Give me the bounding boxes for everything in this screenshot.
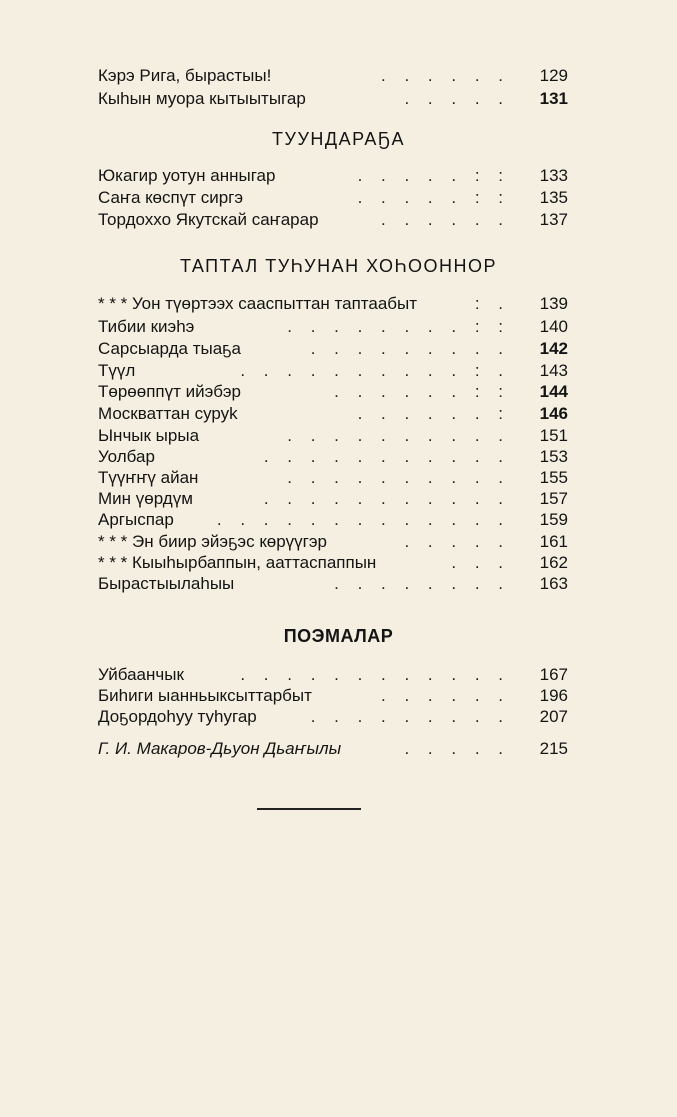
toc-entry bbox=[98, 467, 568, 489]
section-heading: ТАПТАЛ ТУҺУНАН ХОҺООННОР bbox=[179, 256, 498, 276]
leader-dots: . . . . . . . . . . . bbox=[263, 447, 510, 466]
leader-dots: . . . . . . . . bbox=[334, 574, 510, 593]
leader-dots: . . . . . . . . . . bbox=[287, 468, 510, 487]
toc-entry-page: 131 bbox=[539, 89, 568, 108]
toc-entry-title: Кыһын муора кытыытыгар bbox=[98, 89, 306, 108]
toc-entry-title: Түүҥҥү айан bbox=[98, 468, 199, 487]
toc-entry-page: 142 bbox=[539, 339, 568, 358]
toc-entry-page: 129 bbox=[539, 66, 568, 85]
toc-entry-page: 163 bbox=[539, 574, 568, 593]
toc-entry-title: Аргыспар bbox=[98, 510, 174, 529]
toc-entry-page: 133 bbox=[539, 166, 568, 185]
toc-entry-page: 140 bbox=[539, 317, 568, 336]
toc-entry bbox=[98, 488, 568, 510]
toc-entry bbox=[98, 685, 568, 707]
leader-dots: . . . . . . . . . . : . bbox=[240, 361, 510, 380]
toc-entry-page: 135 bbox=[539, 188, 568, 207]
toc-entry-title: Кэрэ Рига, бырастыы! bbox=[98, 66, 272, 85]
toc-entry bbox=[98, 664, 568, 686]
toc-entry-page: 146 bbox=[539, 404, 568, 423]
toc-entry-title: Москваттан суруk bbox=[98, 404, 238, 423]
leader-dots: . . . . . : : bbox=[357, 166, 510, 185]
toc-entry bbox=[98, 509, 568, 531]
toc-entry-page: 159 bbox=[539, 510, 568, 529]
toc-entry-title: Доҕордоһуу туһугар bbox=[98, 707, 257, 726]
toc-entry bbox=[98, 360, 568, 382]
toc-entry-page: 162 bbox=[539, 553, 568, 572]
toc-entry-page: 155 bbox=[539, 468, 568, 487]
toc-entry-page: 167 bbox=[539, 665, 568, 684]
toc-entry-title: * * * Кыыһырбаппын, ааттаспаппын bbox=[98, 553, 377, 572]
toc-entry bbox=[98, 88, 568, 110]
toc-entry bbox=[98, 425, 568, 447]
toc-entry-title: Тибии киэһэ bbox=[98, 317, 195, 336]
leader-dots: . . . . . . bbox=[381, 210, 510, 229]
toc-entry bbox=[98, 738, 568, 760]
toc-entry-title: Саҥа көспүт сиргэ bbox=[98, 188, 244, 207]
toc-entry bbox=[98, 552, 568, 574]
leader-dots: . . . . . . : : bbox=[334, 382, 510, 401]
toc-entry bbox=[98, 573, 568, 595]
toc-entry bbox=[98, 381, 568, 403]
toc-entry-title: Биһиги ыанньыксыттарбыт bbox=[98, 686, 312, 705]
toc-entry-title: * * * Эн биир эйэҕэс көрүүгэр bbox=[98, 532, 328, 551]
leader-dots: . . . . . . . . . . . . bbox=[240, 665, 510, 684]
leader-dots: : . bbox=[474, 294, 510, 313]
leader-dots: . . . . . . . . . . . . . bbox=[216, 510, 510, 529]
toc-entry-title: Мин үөрдүм bbox=[98, 489, 193, 508]
toc-entry-page: 151 bbox=[539, 426, 568, 445]
toc-entry-page: 161 bbox=[539, 532, 568, 551]
end-rule bbox=[257, 808, 361, 810]
leader-dots: . . . . . bbox=[404, 739, 510, 758]
toc-entry bbox=[98, 338, 568, 360]
leader-dots: . . . . . bbox=[404, 89, 510, 108]
toc-entry-page: 215 bbox=[539, 739, 568, 758]
toc-entry-title: Уйбаанчык bbox=[98, 665, 184, 684]
toc-entry bbox=[98, 403, 568, 425]
toc-entry bbox=[98, 531, 568, 553]
leader-dots: . . . . . . . . : : bbox=[287, 317, 510, 336]
toc-entry-page: 143 bbox=[539, 361, 568, 380]
toc-entry-title: Уолбар bbox=[98, 447, 155, 466]
leader-dots: . . . . . : : bbox=[357, 188, 510, 207]
toc-entry-title: Төрөөппүт ийэбэр bbox=[98, 382, 241, 401]
leader-dots: . . . . . . . . . . . bbox=[263, 489, 510, 508]
toc-entry-page: 196 bbox=[539, 686, 568, 705]
toc-entry-page: 153 bbox=[539, 447, 568, 466]
toc-entry-title: * * * Уон түөртээх сааспыттан таптаабыт bbox=[98, 294, 418, 313]
toc-entry-page: 144 bbox=[539, 382, 568, 401]
leader-dots: . . . bbox=[451, 553, 510, 572]
toc-entry-title: Г. И. Макаров-Дьуон Дьаҥылы bbox=[98, 739, 342, 758]
leader-dots: . . . . . . . . . bbox=[310, 707, 510, 726]
leader-dots: . . . . . bbox=[404, 532, 510, 551]
toc-entry bbox=[98, 165, 568, 187]
toc-entry-title: Бырастыылаһыы bbox=[98, 574, 235, 593]
toc-entry-title: Түүл bbox=[98, 361, 136, 380]
toc-entry bbox=[98, 209, 568, 231]
toc-entry bbox=[98, 187, 568, 209]
leader-dots: . . . . . . : bbox=[357, 404, 510, 423]
toc-entry-title: Юкагир уотун анныгар bbox=[98, 166, 276, 185]
toc-entry-title: Сарсыарда тыаҕа bbox=[98, 339, 241, 358]
toc-entry bbox=[98, 293, 568, 315]
section-heading: ПОЭМАЛАР bbox=[283, 626, 394, 646]
toc-entry-page: 157 bbox=[539, 489, 568, 508]
toc-entry bbox=[98, 446, 568, 468]
toc-entry-title: Тордоххо Якутскай саҥарар bbox=[98, 210, 319, 229]
toc-entry-title: Ынчык ырыа bbox=[98, 426, 200, 445]
section-heading: ТУУНДАРАҔА bbox=[272, 129, 405, 149]
toc-entry-page: 207 bbox=[539, 707, 568, 726]
toc-entry-page: 137 bbox=[539, 210, 568, 229]
toc-entry bbox=[98, 706, 568, 728]
toc-entry bbox=[98, 65, 568, 87]
leader-dots: . . . . . . bbox=[381, 66, 510, 85]
leader-dots: . . . . . . bbox=[381, 686, 510, 705]
leader-dots: . . . . . . . . . . bbox=[287, 426, 510, 445]
toc-entry-page: 139 bbox=[539, 294, 568, 313]
leader-dots: . . . . . . . . . bbox=[310, 339, 510, 358]
toc-entry bbox=[98, 316, 568, 338]
